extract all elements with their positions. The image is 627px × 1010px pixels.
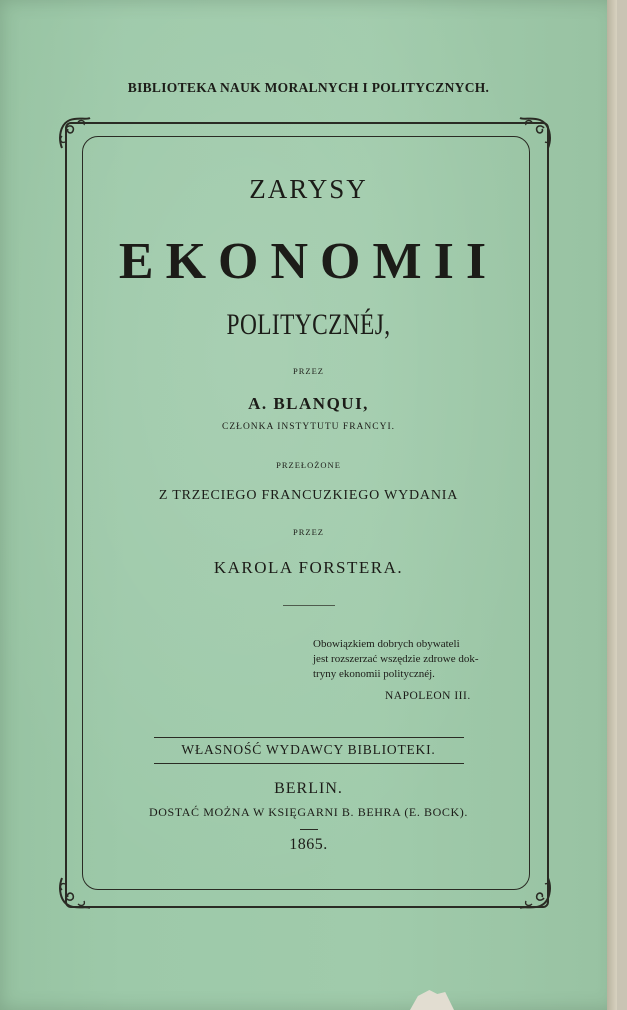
title-line-zarysy: ZARYSY <box>249 174 368 204</box>
imprint-distributor: DOSTAĆ MOŻNA W KSIĘGARNI B. BEHRA (E. BOCK). <box>148 805 468 819</box>
page-edge <box>607 0 617 1010</box>
author-name: A. BLANQUI, <box>248 394 369 413</box>
epigraph-line: Obowiązkiem dobrych obywateli <box>313 638 460 650</box>
translator-name: KAROLA FORSTERA. <box>213 558 404 577</box>
ownership-notice: WŁASNOŚĆ WYDAWCY BIBLIOTEKI. <box>181 742 436 757</box>
ownership-rule-top <box>154 737 464 738</box>
imprint-city: BERLIN. <box>274 780 343 797</box>
translator-by-label: PRZEZ <box>293 527 324 537</box>
imprint-rule <box>300 829 318 830</box>
torn-edge <box>410 990 454 1010</box>
corner-ornament-bottom-left-icon <box>56 872 96 912</box>
epigraph-line: tryny ekonomii politycznéj. <box>313 668 435 680</box>
epigraph-line: jest rozszerzać wszędzie zdrowe dok- <box>313 653 479 665</box>
imprint-year: 1865. <box>289 836 328 853</box>
corner-ornament-top-left-icon <box>56 114 96 154</box>
title-line-ekonomii: EKONOMII <box>118 233 499 290</box>
epigraph <box>313 637 523 682</box>
title-line-polityczne: POLITYCZNÉJ, <box>226 308 391 341</box>
epigraph-signature: NAPOLEON III. <box>385 690 471 702</box>
author-affiliation: CZŁONKA INSTYTUTU FRANCYI. <box>222 422 395 432</box>
edition-line: Z TRZECIEGO FRANCUZKIEGO WYDANIA <box>158 488 459 503</box>
corner-ornament-top-right-icon <box>514 114 554 154</box>
ownership-rule-bottom <box>154 763 464 764</box>
by-label: PRZEZ <box>293 366 324 376</box>
separator-rule <box>283 605 335 606</box>
translated-label: PRZEŁOŻONE <box>276 460 341 470</box>
corner-ornament-bottom-right-icon <box>514 872 554 912</box>
series-title: BIBLIOTEKA NAUK MORALNYCH I POLITYCZNYCH. <box>127 80 490 95</box>
